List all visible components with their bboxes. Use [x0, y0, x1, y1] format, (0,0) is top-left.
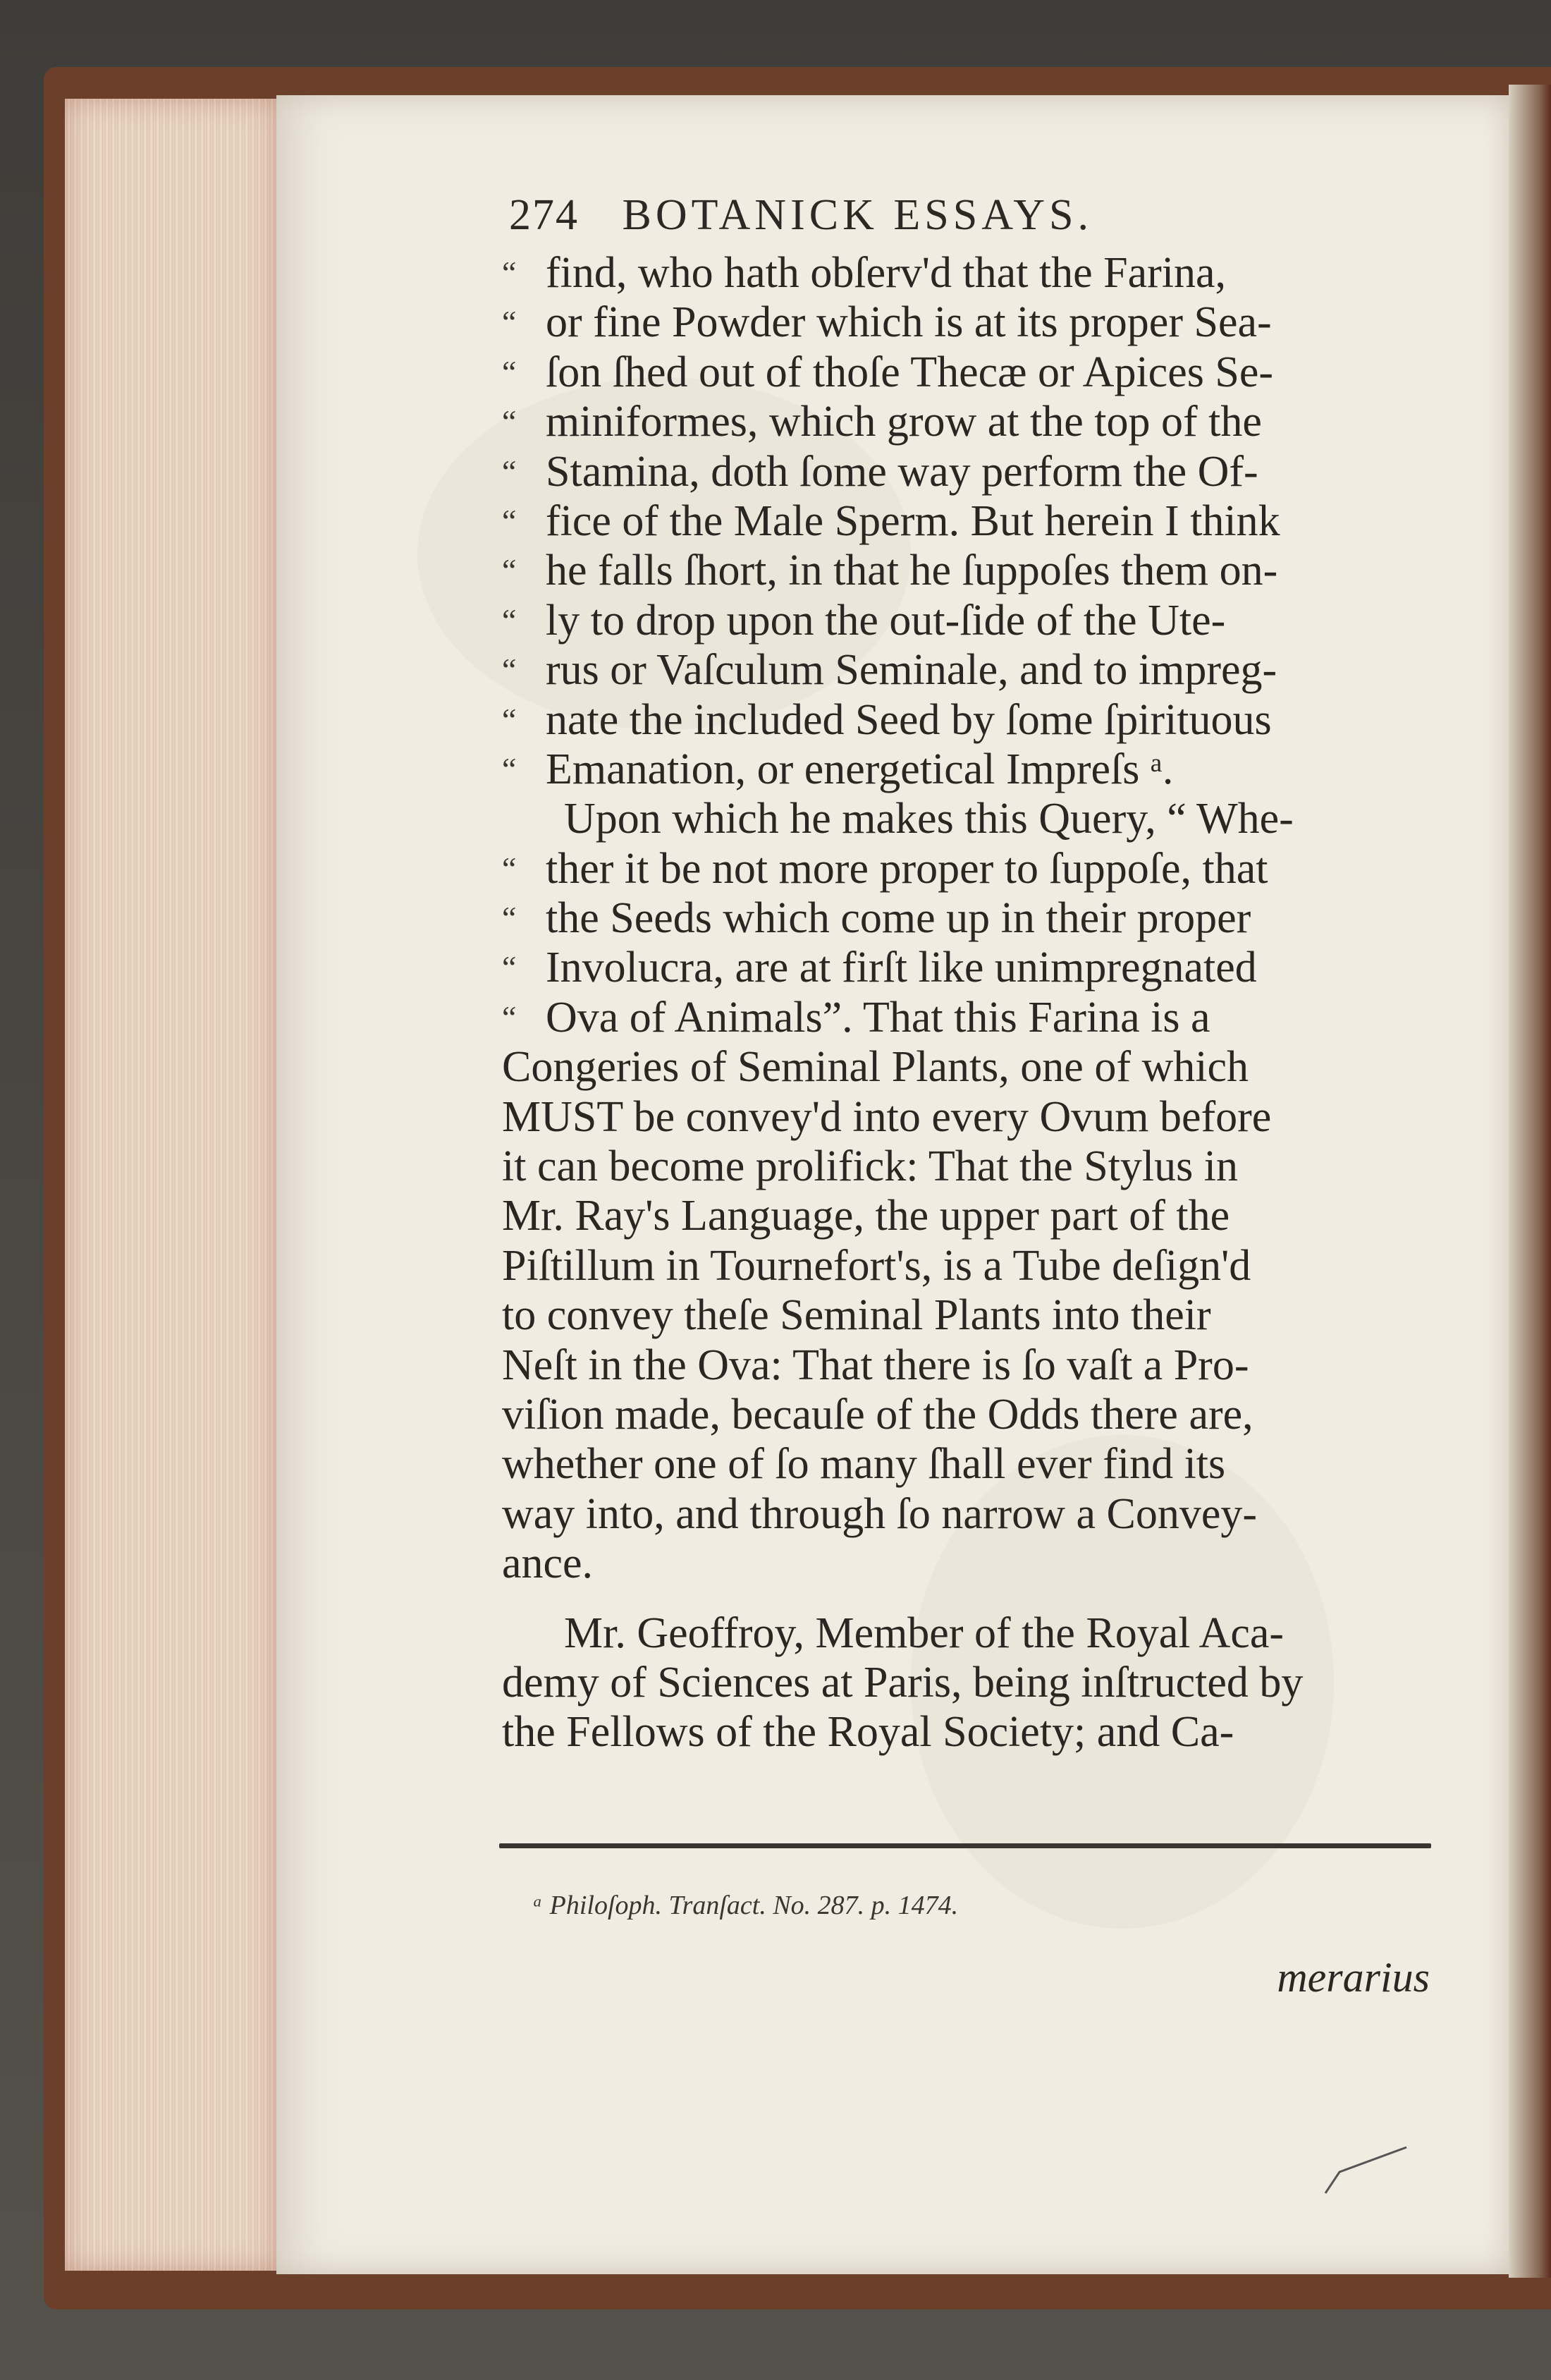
line-text: to convey theſe Seminal Plants into their: [502, 1291, 1211, 1340]
pencil-mark: [1318, 2130, 1417, 2200]
page-number: 274: [509, 191, 579, 239]
quote-mark: “: [502, 652, 517, 688]
running-title: BOTANICK ESSAYS.: [622, 191, 1093, 239]
line-text: ance.: [502, 1539, 594, 1588]
line-text: rus or Vaſculum Seminale, and to impreg-: [546, 646, 1277, 695]
text-line: [502, 844, 1440, 893]
line-text: ther it be not more proper to ſuppoſe, that: [546, 844, 1268, 893]
line-text: he falls ſhort, in that he ſuppoſes them on-: [546, 547, 1278, 595]
text-line: [502, 745, 1440, 794]
quote-mark: “: [502, 999, 517, 1035]
line-text: Ova of Animals”. That this Farina is a: [546, 993, 1210, 1042]
line-text: Emanation, or energetical Impreſs ᵃ.: [546, 745, 1174, 793]
text-line: [502, 1707, 1440, 1757]
line-text: the Seeds which come up in their proper: [546, 894, 1251, 943]
text-line: [502, 1539, 1440, 1588]
text-line: [502, 1191, 1440, 1240]
quote-mark: “: [502, 453, 517, 489]
text-line: [502, 1042, 1440, 1092]
quote-mark: “: [502, 701, 517, 738]
text-line: [502, 298, 1440, 347]
catchword: merarius: [1277, 1954, 1430, 2001]
quote-mark: “: [502, 304, 517, 341]
text-line: [502, 397, 1440, 446]
line-text: MUST be convey'd into every Ovum before: [502, 1092, 1272, 1141]
text-line: [502, 248, 1440, 298]
line-text: viſion made, becauſe of the Odds there are,: [502, 1390, 1253, 1439]
line-text: way into, and through ſo narrow a Convey-: [502, 1489, 1257, 1538]
line-text: Involucra, are at firſt like unimpregnated: [546, 944, 1257, 992]
line-text: demy of Sciences at Paris, being inſtructed by: [502, 1658, 1304, 1707]
quote-mark: “: [502, 900, 517, 936]
text-line: [502, 1341, 1440, 1390]
line-text: ſon ſhed out of thoſe Thecæ or Apices Se-: [546, 348, 1273, 396]
line-text: Upon which he makes this Query, “ Whe-: [564, 795, 1294, 843]
quote-mark: “: [502, 602, 517, 638]
text-line: [502, 1439, 1440, 1489]
line-text: ly to drop upon the out-ſide of the Ute-: [546, 596, 1226, 645]
line-text: find, who hath obſerv'd that the Farina,: [546, 249, 1227, 297]
text-line: [502, 1092, 1440, 1142]
line-text: whether one of ſo many ſhall ever find its: [502, 1440, 1226, 1489]
quote-mark: “: [502, 750, 517, 787]
quote-mark: “: [502, 403, 517, 440]
text-line: [502, 645, 1440, 695]
line-text: or fine Powder which is at its proper Sea-: [546, 298, 1272, 347]
text-line: [502, 1489, 1440, 1539]
text-line: [502, 1390, 1440, 1439]
line-text: Stamina, doth ſome way perform the Of-: [546, 447, 1258, 496]
quote-mark: “: [502, 255, 517, 291]
text-line: [502, 695, 1440, 745]
quote-mark: “: [502, 552, 517, 589]
text-line: [502, 447, 1440, 496]
text-line: [502, 348, 1440, 397]
adjacent-page-edge: [1509, 85, 1551, 2278]
line-text: miniformes, which grow at the top of the: [546, 398, 1262, 446]
text-line: [502, 1658, 1440, 1707]
text-line: [502, 496, 1440, 546]
line-text: nate the included Seed by ſome ſpirituous: [546, 695, 1272, 744]
running-header: [509, 190, 1426, 247]
text-line: [502, 1142, 1440, 1191]
text-line: [502, 546, 1440, 595]
text-line: [502, 596, 1440, 645]
line-text: the Fellows of the Royal Society; and Ca-: [502, 1708, 1234, 1757]
quote-mark: “: [502, 353, 517, 390]
quote-mark: “: [502, 850, 517, 886]
line-text: Neſt in the Ova: That there is ſo vaſt a Pro-: [502, 1341, 1249, 1389]
paragraph-start-line: [502, 1609, 1440, 1658]
text-line: [502, 993, 1440, 1042]
line-text: fice of the Male Sperm. But herein I think: [546, 496, 1280, 545]
text-line: [502, 1290, 1440, 1340]
paragraph-start-line: [502, 794, 1440, 843]
footnote-rule: [499, 1843, 1431, 1848]
page-edges: [65, 99, 281, 2271]
text-line: [502, 943, 1440, 992]
line-text: Piſtillum in Tournefort's, is a Tube deſign'd: [502, 1241, 1251, 1290]
line-text: it can become prolifick: That the Stylus in: [502, 1142, 1239, 1191]
paragraph-gap: [502, 1589, 1440, 1609]
line-text: Mr. Geoffroy, Member of the Royal Aca-: [564, 1609, 1285, 1657]
text-line: [502, 893, 1440, 943]
line-text: Congeries of Seminal Plants, one of which: [502, 1043, 1249, 1092]
text-line: [502, 1241, 1440, 1290]
quote-mark: “: [502, 502, 517, 539]
footnote: ᵃ Philoſoph. Tranſact. No. 287. p. 1474.: [532, 1891, 959, 1920]
line-text: Mr. Ray's Language, the upper part of the: [502, 1192, 1230, 1240]
quote-mark: “: [502, 949, 517, 986]
body-text: [502, 248, 1440, 1757]
